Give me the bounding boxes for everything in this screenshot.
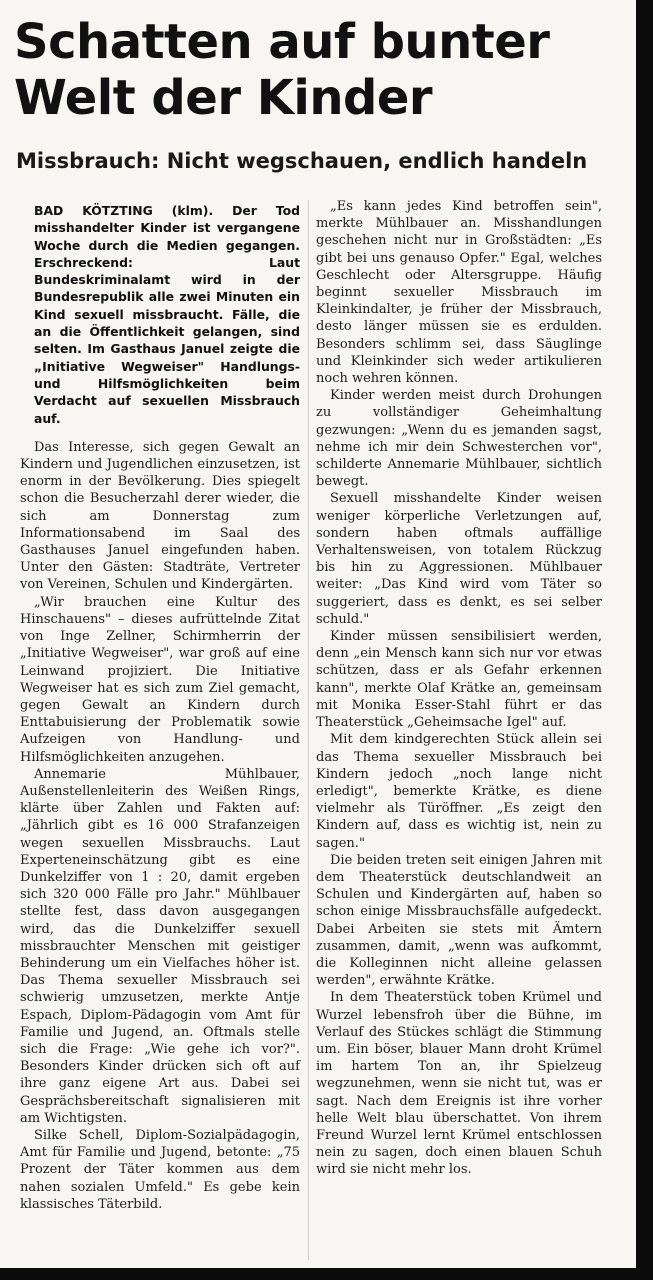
scan-border-right	[636, 0, 653, 1280]
subheadline: Missbrauch: Nicht wegschauen, endlich handeln	[16, 149, 588, 173]
body-paragraph: „Es kann jedes Kind betroffen sein", merkte Mühlbauer an. Misshandlungen geschehen nicht nur in Großstädten: „Es gibt bei uns genauso Opfer." Egal, welches Geschlecht oder Altersgruppe. Häufig beginnt sexueller Missbrauch im Kleinkindalter, je früher der Missbrauch, desto länger müssen sie es erdulden. Besonders schlimm sei, dass Säuglinge und Kleinkinder sich weder artikulieren noch wehren können.	[316, 199, 602, 387]
body-paragraph: Annemarie Mühlbauer, Außenstellenleiterin des Weißen Rings, klärte über Zahlen und Fakten auf: „Jährlich gibt es 16 000 Strafanzeigen wegen sexuellen Missbrauchs. Laut Experteneinschätzung gibt es eine Dunkelziffer von 1 : 20, damit ergeben sich 320 000 Fälle pro Jahr." Mühlbauer stellte fest, dass davon ausgegangen wird, das die Dunkelziffer sexuell missbrauchter Menschen mit geistiger Behinderung um ein Vielfaches höher ist. Das Thema sexueller Missbrauch sei schwierig umzusetzen, merkte Antje Espach, Diplom-Pädagogin vom Amt für Familie und Jugend, an. Oftmals stelle sich die Frage: „Wie gehe ich vor?". Besonders Kinder drücken sich oft auf ihre ganz eigene Art aus. Dabei sei Gesprächsbereitschaft signalisieren mit am Wichtigsten.	[20, 766, 300, 1126]
scan-border-bottom	[0, 1268, 653, 1280]
body-paragraph: In dem Theaterstück toben Krümel und Wurzel lebensfroh über die Bühne, im Verlauf des Stückes schlägt die Stimmung um. Ein böser, blauer Mann droht Krümel im hartem Ton an, ihr Spielzeug wegzunehmen, wenn sie nicht tut, was er sagt. Nach dem Ereignis ist ihre vorher helle Welt blau überschattet. Von ihrem Freund Wurzel lernt Krümel entschlossen nein zu sagen, doch einen blauen Schuh wird sie nicht mehr los.	[316, 990, 602, 1178]
body-paragraph: Das Interesse, sich gegen Gewalt an Kindern und Jugendlichen einzusetzen, ist enorm in der Bevölkerung. Dies spiegelt schon die Besucherzahl derer wieder, die sich am Donnerstag zum Informationsabend im Saal des Gasthauses Januel eingefunden haben. Unter den Gästen: Stadträte, Vertreter von Vereinen, Schulen und Kindergärten.	[20, 439, 300, 593]
left-column	[20, 198, 300, 1213]
body-paragraph: Silke Schell, Diplom-Sozialpädagogin, Amt für Familie und Jugend, betonte: „75 Prozent der Täter kommen aus dem nahen sozialen Umfeld." Es gebe kein klassisches Täterbild.	[20, 1127, 300, 1212]
right-column	[316, 198, 602, 1179]
body-paragraph: Die beiden treten seit einigen Jahren mit dem Theaterstück deutschlandweit an Schulen und Kindergärten auf, haben so schon einige Missbrauchsfälle aufgedeckt. Dabei Arbeiten sie stets mit Ämtern zusammen, damit, „wenn was aufkommt, die Kolleginnen nicht alleine gelassen werden", erwähnte Krätke.	[316, 852, 602, 989]
body-paragraph: Kinder müssen sensibilisiert werden, denn „ein Mensch kann sich nur vor etwas schützen, dass er als Gefahr erkennen kann", merkte Olaf Krätke an, gemeinsam mit Monika Esser-Stahl führt er das Theaterstück „Geheimsache Igel" auf.	[316, 629, 602, 731]
lead-text: Der Tod misshandelter Kinder ist vergangene Woche durch die Medien gegangen. Erschreckend: Laut Bundeskriminalamt wird in der Bundesrepublik alle zwei Minuten ein Kind sexuell missbraucht. Fälle, die an die Öffentlichkeit gelangen, sind selten. Im Gasthaus Januel zeigte die „Initiative Wegweiser" Handlungs- und Hilfsmöglichkeiten beim Verdacht auf sexuellen Missbrauch auf.	[34, 203, 300, 426]
headline: Schatten auf bunter Welt der Kinder	[14, 14, 550, 126]
body-paragraph: Sexuell misshandelte Kinder weisen weniger körperliche Verletzungen auf, sondern haben oftmals auffällige Verhaltensweisen, von totalem Rückzug bis hin zu Aggressionen. Mühlbauer weiter: „Das Kind wird vom Täter so suggeriert, dass es denkt, es sei selber schuld."	[316, 491, 602, 627]
body-paragraph: „Wir brauchen eine Kultur des Hinschauens" – dieses aufrüttelnde Zitat von Inge Zellner, Schirmherrin der „Initiative Wegweiser", war groß auf eine Leinwand projiziert. Die Initiative Wegweiser hat es sich zum Ziel gemacht, gegen Gewalt an Kindern durch Enttabuisierung der Problematik sowie Aufzeigen von Handlung- und Hilfsmöglichkeiten anzugehen.	[20, 594, 300, 765]
column-divider	[308, 200, 309, 1260]
dateline: BAD KÖTZTING (klm).	[34, 203, 214, 218]
body-paragraph: Kinder werden meist durch Drohungen zu vollständiger Geheimhaltung gezwungen: „Wenn du es jemanden sagst, nehme ich mir dein Schwesterchen vor", schilderte Annemarie Mühlbauer, sichtlich bewegt.	[316, 388, 602, 490]
lead-paragraph	[34, 202, 300, 427]
body-paragraph: Mit dem kindgerechten Stück allein sei das Thema sexueller Missbrauch bei Kindern jedoch „noch lange nicht erledigt", bemerkte Krätke, es diene vielmehr als Türöffner. „Es zeigt den Kindern auf, dass es wichtig ist, nein zu sagen."	[316, 732, 602, 851]
